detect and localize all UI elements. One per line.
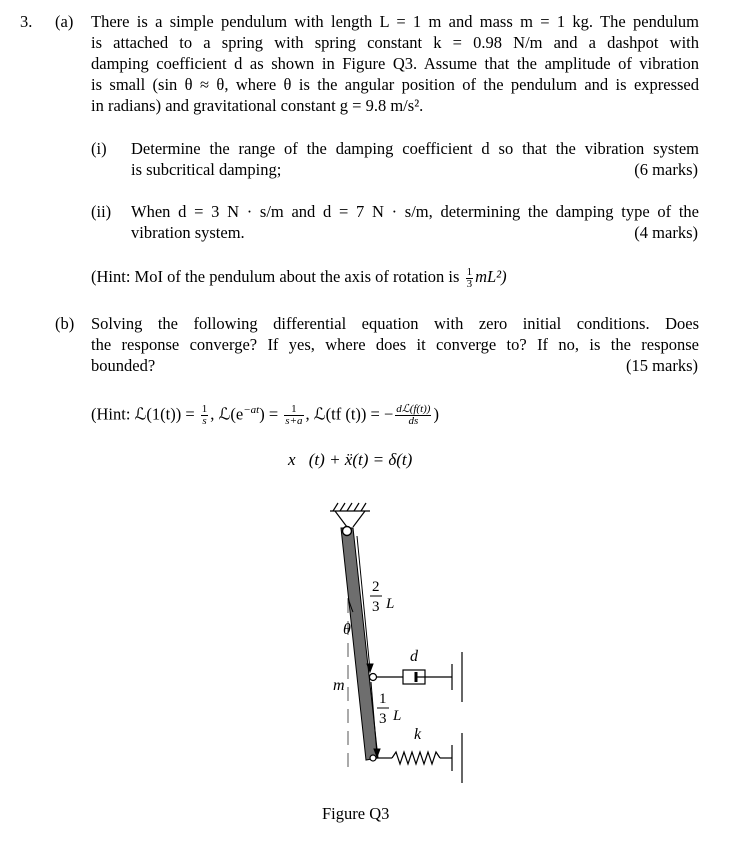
- ceiling-support: [330, 503, 370, 527]
- label-L: L: [386, 596, 395, 612]
- part-a-line: damping coefficient d as shown in Figure Q3. Assume that the amplitude of vibration: [91, 54, 699, 73]
- hint-moi-text: (Hint: MoI of the pendulum about the axis of rotation is: [91, 267, 464, 286]
- label-one: 1: [379, 691, 387, 707]
- sub-i-marks: (6 marks): [634, 160, 698, 179]
- part-a-line: There is a simple pendulum with length L = 1 m and mass m = 1 kg. The pendulum: [91, 12, 699, 31]
- part-a-line: is small (sin θ ≈ θ, where θ is the angular position of the pendulum and is expressed: [91, 75, 699, 94]
- fraction-numerator: 1: [284, 404, 303, 416]
- label-k: k: [414, 726, 422, 743]
- hint-laplace-text: ): [433, 404, 439, 424]
- label-theta: θ: [343, 621, 351, 638]
- fraction-denominator: s+a: [285, 415, 303, 428]
- label-L-b: L: [393, 708, 402, 724]
- part-b-marks: (15 marks): [626, 356, 698, 375]
- sub-ii-label: (ii): [91, 202, 112, 221]
- label-m: m: [333, 677, 345, 694]
- sub-i-line: Determine the range of the damping coefficient d so that the vibration system: [131, 139, 699, 158]
- sub-ii-marks: (4 marks): [634, 223, 698, 242]
- sub-ii-line: vibration system.: [131, 223, 245, 242]
- fraction-denominator: 3: [466, 277, 473, 290]
- hint-laplace-text: ) =: [259, 404, 283, 424]
- part-a-line: in radians) and gravitational constant g = 9.8 m/s².: [91, 96, 424, 115]
- part-b-line: Solving the following differential equation with zero initial conditions. Does: [91, 314, 699, 333]
- part-b-line: the response converge? If yes, where does it converge to? If no, is the response: [91, 335, 699, 354]
- label-three: 3: [372, 599, 380, 615]
- label-three-b: 3: [379, 711, 387, 727]
- hint-laplace-text: , ℒ(tf (t)) = −: [305, 404, 394, 424]
- fraction-denominator: ds: [408, 415, 419, 428]
- fraction-denominator: s: [202, 415, 207, 428]
- sub-i-line: is subcritical damping;: [131, 160, 282, 179]
- sub-ii-line: When d = 3 N · s/m and d = 7 N · s/m, determining the damping type of the: [131, 202, 699, 221]
- hint-laplace-text: (Hint: ℒ(1(t)) =: [91, 404, 199, 424]
- differential-equation: x⃛(t) + ẍ(t) = δ(t): [288, 450, 413, 469]
- hint-moi-end: mL²): [475, 267, 507, 286]
- label-two: 2: [372, 579, 380, 595]
- fraction-numerator: 1: [201, 403, 208, 416]
- sub-i-label: (i): [91, 139, 107, 158]
- label-d: d: [410, 648, 418, 665]
- pivot: [343, 527, 352, 536]
- question-number: 3.: [20, 12, 33, 31]
- exponent: −at: [243, 404, 260, 416]
- part-b-line: bounded?: [91, 356, 156, 375]
- part-b-label: (b): [55, 314, 75, 333]
- fraction-numerator: 1: [466, 265, 473, 278]
- hint-laplace-text: , ℒ(e: [210, 404, 244, 424]
- figure-caption: Figure Q3: [322, 804, 390, 823]
- mass-point: [370, 674, 377, 681]
- dashpot: [376, 652, 462, 702]
- fraction-numerator: dℒ(f(t)): [396, 403, 431, 416]
- part-a-line: is attached to a spring with spring constant k = 0.98 N/m and a dashpot with: [91, 33, 699, 52]
- part-a-label: (a): [55, 12, 74, 31]
